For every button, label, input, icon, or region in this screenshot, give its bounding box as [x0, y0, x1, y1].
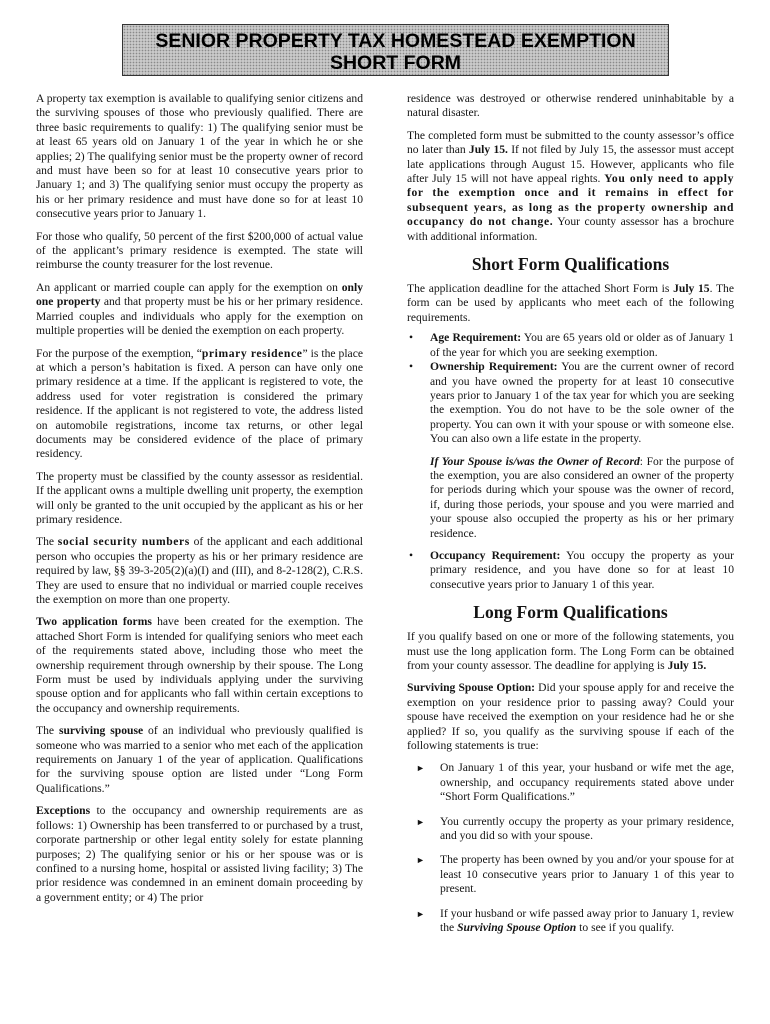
text: If not filed by July 15, the assessor must accept late applications through August 15. However, applicants who file after July 15 will not have appeal rights. — [407, 143, 734, 186]
primary-residence-paragraph — [36, 347, 363, 462]
emphasis-ssn: social security numbers — [57, 535, 190, 549]
text: The — [36, 535, 58, 549]
surviving-spouse-conditions — [407, 761, 734, 935]
label-age: Age Requirement: — [430, 331, 522, 345]
bullet-icon: • — [409, 548, 414, 562]
emphasis-deadline: July 15 — [673, 282, 710, 296]
long-form-intro — [407, 630, 734, 673]
text: You currently occupy the property as your primary residence, and you did so with your spouse. — [440, 814, 734, 843]
arrow-bullet-icon: ► — [416, 908, 425, 919]
exempt-amount-paragraph: For those who qualify, 50 percent of the first $200,000 of actual value of the applicant’s primary residence is exempted. The state will reimburse the county treasurer for the lost revenue. — [36, 229, 363, 272]
right-column — [407, 92, 734, 946]
text: The — [36, 724, 59, 738]
text: If you qualify based on one or more of the following statements, you must use the long application form. The Long Form can be obtained from your county assessor. The deadline for applying is — [407, 630, 734, 672]
long-form-heading: Long Form Qualifications — [473, 602, 668, 623]
text: If your husband or wife passed away prior to January 1, review the — [440, 906, 734, 935]
arrow-bullet-icon: ► — [416, 763, 425, 774]
left-column — [36, 92, 363, 913]
list-item — [407, 853, 734, 896]
emphasis-surviving-spouse-option: Surviving Spouse Option — [457, 921, 577, 935]
text: For the purpose of the exemption, “ — [36, 346, 202, 360]
list-item — [407, 907, 734, 936]
list-item-occupancy — [407, 549, 734, 592]
short-form-heading: Short Form Qualifications — [471, 254, 670, 275]
application-forms-paragraph — [36, 615, 363, 716]
text: The application deadline for the attached Short Form is — [407, 282, 674, 296]
emphasis-july-15: July 15. — [468, 143, 508, 157]
exceptions-paragraph — [36, 804, 363, 905]
emphasis-july-15: July 15. — [667, 659, 707, 672]
text: and that property must be his or her primary residence. Married couples and individuals who apply for the exemption on multiple properties will be denied the exemption on each property. — [36, 295, 363, 338]
list-item-ownership — [407, 360, 734, 446]
spouse-owner-paragraph — [407, 455, 734, 541]
ssn-paragraph — [36, 535, 363, 607]
text: You are 65 years old or older as of January 1 of the year for which you are seeking exemption. — [430, 331, 734, 359]
intro-paragraph: A property tax exemption is available to qualifying senior citizens and the surviving spouses of those who previously qualified. There are three basic requirements to qualify: 1) The qualifying senior must be at least 65 years old on January 1 of the year in which he or she applies; 2) The qualifying senior must be the property owner of record and must have been so for at least 10 consecutive years prior to January 1; and 3) The qualifying senior must occupy the property as his or her primary residence and must have done so for at least 10 consecutive years prior to January 1. — [36, 92, 363, 221]
label-ownership: Ownership Requirement: — [430, 360, 558, 374]
text: . The form can be used by applicants who meet each of the following requirements. — [407, 282, 734, 324]
text: Did your spouse apply for and receive the exemption on your residence prior to passing away? Could your spouse have received the exemption on your residence had he or she applied? If so, you qualify as the surviving spouse if each of the following statements is true: — [407, 681, 734, 753]
short-form-intro — [407, 282, 734, 325]
emphasis-only-one-property: only one property — [36, 280, 363, 309]
classification-paragraph: The property must be classified by the county assessor as residential. If the applicant owns a multiple dwelling unit property, the exemption will only be granted to the unit occupied by the applicant as his or her primary residence. — [36, 469, 363, 526]
short-form-requirements — [407, 331, 734, 446]
list-item — [407, 761, 734, 804]
text: to the occupancy and ownership requirements are as follows: 1) Ownership has been transferred to or purchased by a trust, corporate partnership or other legal entity solely for estate planning purposes; 2) The qualifying senior or his or her spouse was or is confined to a nursing home, hospital or assisted living facility; 3) The prior residence was condemned in an eminent domain proceeding by a government entity; or 4) The prior — [36, 804, 363, 904]
emphasis-two-forms: Two application forms — [36, 615, 152, 629]
title-line-1: SENIOR PROPERTY TAX HOMESTEAD EXEMPTION — [155, 30, 636, 52]
disaster-paragraph: residence was destroyed or otherwise rendered uninhabitable by a natural disaster. — [407, 92, 734, 120]
label-surviving-spouse-option: Surviving Spouse Option: — [407, 681, 536, 695]
bullet-icon: • — [409, 331, 414, 345]
bullet-icon: • — [409, 360, 414, 374]
list-item — [407, 815, 734, 844]
text: to see if you qualify. — [576, 921, 675, 935]
text: On January 1 of this year, your husband or wife met the age, ownership, and occupancy requirements stated above under “Short Form Qualifications.” — [440, 761, 734, 804]
emphasis-surviving-spouse: surviving spouse — [58, 724, 144, 738]
text: The completed form must be submitted to the county assessor’s office no later than — [407, 128, 734, 157]
text: ” is the place at which a person’s habitation is fixed. A person can have only one primary residence at a time. If the applicant is registered to vote, the address used for voter registration is considered the primary residence. If the applicant is not registered to vote, the address listed on automobile registrations, income tax returns, or other legal documents may be considered evidence of the place of primary residency. — [36, 346, 363, 461]
emphasis-spouse-owner: If Your Spouse is/was the Owner of Record — [430, 454, 640, 468]
arrow-bullet-icon: ► — [416, 855, 425, 866]
text: The property has been owned by you and/or your spouse for at least 10 consecutive years prior to January 1 of this year to present. — [440, 853, 734, 896]
title-banner — [122, 24, 669, 76]
emphasis-apply-once: You only need to apply for the exemption once and it remains in effect for subsequent years, as long as the property ownership and occupancy do not change. — [407, 172, 734, 229]
text: : For the purpose of the exemption, you are also considered an owner of the property for periods during which your spouse was the owner of record, if, during those periods, your spouse and you were married and your spouse also occupied the property as his or her primary residence. — [430, 454, 735, 540]
label-occupancy: Occupancy Requirement: — [430, 548, 561, 562]
deadline-paragraph — [407, 129, 734, 244]
text: of an individual who previously qualified is someone who was married to a senior who met each of the application requirements on January 1 of the year of application. Qualifications for the surviving spouse option are listed under “Long Form Qualifications.” — [36, 724, 363, 795]
list-item-age — [407, 331, 734, 360]
text: You occupy the property as your primary residence, and you have done so for at least 10 consecutive years prior to January 1 of this year. — [430, 548, 734, 591]
text: You are the current owner of record and you have owned the property for at least 10 consecutive years prior to January 1 of the tax year for which you are seeking the exemption. You do not have to be the sole owner of the property. You can own it with your spouse or with someone else. You can also own a life estate in the property. — [430, 360, 735, 446]
surviving-spouse-paragraph — [36, 724, 363, 796]
surviving-spouse-option — [407, 681, 734, 753]
emphasis-primary-residence: primary residence — [201, 346, 303, 360]
short-form-requirements-cont — [407, 549, 734, 592]
text: An applicant or married couple can apply for the exemption on — [36, 280, 342, 294]
text: have been created for the exemption. The attached Short Form is intended for qualifying seniors who meet each of the requirements stated above, including those who meet the ownership requirement through ownership by their spouse. The Long Form must be used by individuals applying under the surviving spouse option and for applicants who fall within certain exceptions to the occupancy and ownership requirements. — [36, 615, 364, 715]
text: of the applicant and each additional person who occupies the property as his or her primary residence are required by law, §§ 39-3-205(2)(a)(I) and (III), and 8-2-128(2), C.R.S. They are used to ensure that no individual or married couple receives the exemption on more than one property. — [36, 535, 363, 606]
emphasis-exceptions: Exceptions — [36, 804, 91, 818]
arrow-bullet-icon: ► — [416, 816, 425, 827]
one-property-paragraph — [36, 281, 363, 339]
text: Your county assessor has a brochure with additional information. — [407, 215, 734, 243]
title-line-2: SHORT FORM — [329, 52, 462, 74]
